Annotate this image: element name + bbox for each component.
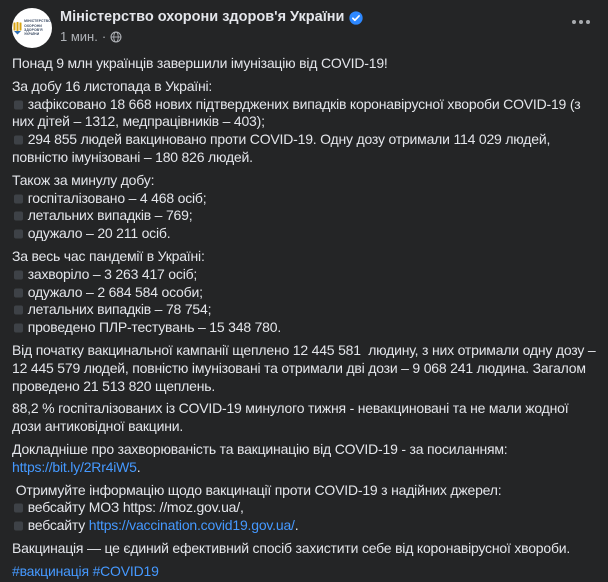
post-text: летальних випадків – 769; [24,207,193,224]
ellipsis-icon [572,20,576,24]
post-options-button[interactable] [562,10,598,34]
small-square-bullet-icon [14,522,23,531]
avatar-logo-line: ЗДОРОВ'Я [24,28,43,32]
post-paragraph [12,482,596,535]
small-square-bullet-icon [14,194,23,203]
avatar-logo-line: МІНІСТЕРСТВО [24,19,51,24]
avatar-logo-line: ОХОРОНИ [24,23,42,28]
meta-separator: · [101,29,107,44]
small-square-bullet-icon [14,306,23,315]
small-square-bullet-icon [14,100,23,109]
ellipsis-icon [586,20,590,24]
post-paragraph [12,55,596,73]
post-text: летальних випадків – 78 754; [24,301,212,318]
post-text: Понад 9 млн українців завершили імунізацію від COVID-19! [12,55,388,71]
avatar[interactable] [12,8,52,48]
post-text: одужало – 2 684 584 особи; [24,283,203,300]
post-url-link[interactable]: https://vaccination.covid19.gov.ua/ [88,517,295,534]
small-square-bullet-icon [14,288,23,297]
post-header-info [60,8,562,44]
post-text: Отримуйте інформацію щодо вакцинації проти COVID-19 з надійних джерел: [12,481,502,498]
post-text: проведено ПЛР-тестувань – 15 348 780. [24,319,282,336]
post-text: 88,2 % госпіталізованих із COVID-19 минулого тижня - невакциновані та не мали жодної дози антиковідної вакцини. [12,400,573,435]
post-text: . [136,458,141,475]
verified-badge-icon [349,11,363,25]
small-square-bullet-icon [14,270,23,279]
post-text: . [294,517,299,534]
post-text: госпіталізовано – 4 468 осіб; [24,189,207,206]
post-paragraph [12,248,596,337]
post-text: захворіло – 3 263 417 осіб; [24,265,198,282]
small-square-bullet-icon [14,230,23,239]
timestamp-link[interactable]: 1 мин. [60,29,98,44]
small-square-bullet-icon [14,136,23,145]
small-square-bullet-icon [14,504,23,513]
post-header [12,8,598,48]
post-text: зафіксовано 18 668 нових підтверджених випадків коронавірусної хвороби COVID-19 (з них дітей – 1312, медпрацівників – 403); [12,95,585,130]
post-paragraph [12,400,596,436]
avatar-logo-line: УКРАЇНИ [24,32,40,37]
small-square-bullet-icon [14,212,23,221]
post-paragraph [12,563,596,581]
small-square-bullet-icon [14,324,23,333]
post-text: Від початку вакцинальної кампанії щеплено 12 445 581 людину, з них отримали одну дозу – 12 445 579 людей, повністю імунізовані та отримали дві дози – 9 068 241 людина. Загалом проведено 21 513 820 щеплень. [12,341,600,394]
post-text: За весь час пандемії в Україні: [12,247,205,264]
hashtag-link[interactable]: #COVID19 [92,562,159,579]
post-paragraph [12,341,600,395]
post-text: Також за минулу добу: [12,171,155,188]
post-text: 294 855 людей вакциновано проти COVID-19. Одну дозу отримали 114 029 людей, повністю імунізовані – 180 826 людей. [12,131,554,165]
post-paragraph [12,172,596,243]
post-text: одужало – 20 211 осіб. [24,225,171,242]
post-text: За добу 16 листопада в Україні: [12,77,213,94]
post-paragraph [12,540,596,558]
post-url-link[interactable]: https://bit.ly/2Rr4iW5 [12,458,137,475]
post-meta [60,29,562,44]
post-text: Докладніше про захворюваність та вакцинацію від COVID-19 - за посиланням: [12,440,508,457]
page-name-link[interactable]: Міністерство охорони здоров'я України [60,9,345,25]
avatar-logo-text [24,19,51,37]
post-text: вебсайту МОЗ https: //moz.gov.ua/, [24,499,244,516]
trident-emblem-icon [13,22,22,35]
post-paragraph [12,441,596,477]
post-text: Вакцинація — це єдиний ефективний спосіб захистити себе від коронавірусної хвороби. [12,539,571,556]
post-paragraph [12,78,596,167]
hashtag-link[interactable]: #вакцинація [12,562,89,579]
post-content [12,55,598,581]
ellipsis-icon [579,20,583,24]
public-globe-icon [110,31,122,43]
post-text: вебсайту [24,517,89,534]
